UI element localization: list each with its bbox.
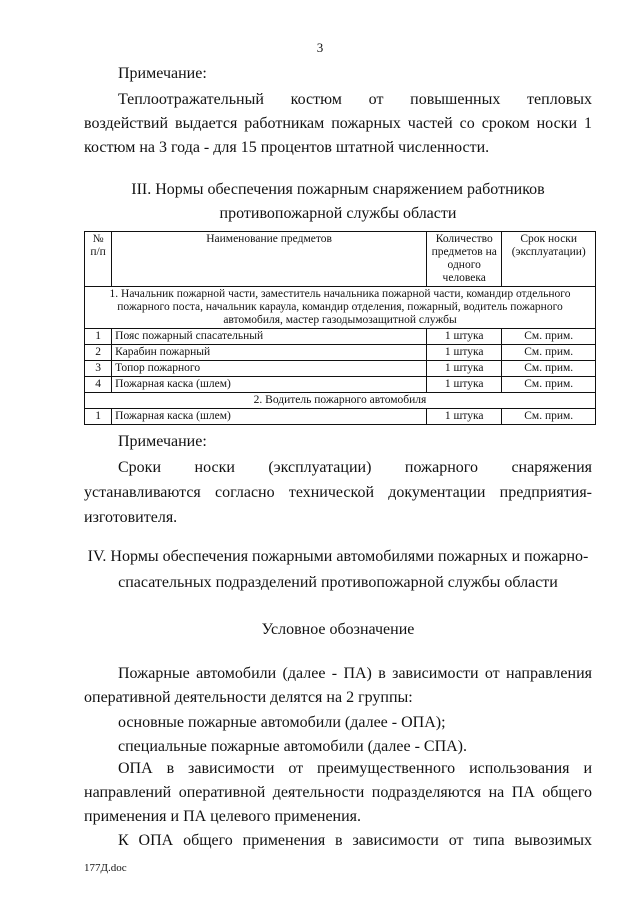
cell-num: 1: [85, 409, 112, 425]
header-name: Наименование предметов: [112, 232, 427, 287]
list-item: специальные пожарные автомобили (далее - СПА).: [118, 738, 468, 755]
cell-name: Пожарная каска (шлем): [112, 409, 427, 425]
note2-line3: изготовителя.: [84, 509, 178, 526]
cell-qty: 1 штука: [427, 361, 502, 377]
table-group-row: [85, 287, 596, 329]
para1-line1: Пожарные автомобили (далее - ПА) в зависимости от направления: [118, 665, 592, 682]
section4-subheading: Условное обозначение: [261, 621, 415, 638]
cell-num: 1: [85, 329, 112, 345]
table-group-row: [85, 393, 596, 409]
cell-num: 2: [85, 345, 112, 361]
cell-term: См. прим.: [502, 329, 596, 345]
table-header-row: [85, 232, 596, 287]
cell-qty: 1 штука: [427, 409, 502, 425]
cell-num: 4: [85, 377, 112, 393]
para2-line2: направлений оперативной деятельности подразделяются на ПА общего: [84, 784, 592, 801]
norms-table: [84, 231, 596, 425]
note2-line2: устанавливаются согласно технической документации предприятия-: [84, 484, 592, 501]
footer-filename: 177Д.doc: [84, 862, 127, 874]
cell-term: См. прим.: [502, 361, 596, 377]
cell-name: Топор пожарного: [112, 361, 427, 377]
para3-line1: К ОПА общего применения в зависимости от типа вывозимых: [118, 832, 592, 849]
cell-term: См. прим.: [502, 409, 596, 425]
para2-line1: ОПА в зависимости от преимущественного использования и: [118, 760, 592, 777]
cell-num: 3: [85, 361, 112, 377]
cell-name: Пояс пожарный спасательный: [112, 329, 427, 345]
section4-heading-line2: спасательных подразделений противопожарной службы области: [118, 574, 558, 591]
table-row: [85, 377, 596, 393]
list-item: основные пожарные автомобили (далее - ОПА);: [118, 714, 446, 731]
table-row: [85, 329, 596, 345]
para2-line3: применения и ПА целевого применения.: [84, 808, 362, 825]
cell-qty: 1 штука: [427, 329, 502, 345]
section4-heading-line1: IV. Нормы обеспечения пожарными автомобилями пожарных и пожарно-: [87, 548, 589, 565]
note2-line1: Сроки носки (эксплуатации) пожарного снаряжения: [118, 459, 592, 476]
group2-label: 2. Водитель пожарного автомобиля: [85, 393, 596, 409]
header-num: № п/п: [85, 232, 112, 287]
cell-term: См. прим.: [502, 345, 596, 361]
cell-name: Пожарная каска (шлем): [112, 377, 427, 393]
header-qty: Количество предметов на одного человека: [427, 232, 502, 287]
note1-line3: костюм на 3 года - для 15 процентов штатной численности.: [84, 139, 490, 156]
page-number: 3: [316, 40, 324, 55]
table-row: [85, 361, 596, 377]
section3-heading-line1: III. Нормы обеспечения пожарным снаряжением работников: [131, 181, 545, 198]
cell-name: Карабин пожарный: [112, 345, 427, 361]
cell-term: См. прим.: [502, 377, 596, 393]
table-row: [85, 409, 596, 425]
note2-title: Примечание:: [118, 433, 207, 450]
section3-heading-line2: противопожарной службы области: [219, 205, 457, 222]
note1-title: Примечание:: [118, 65, 207, 82]
group1-label: 1. Начальник пожарной части, заместитель начальника пожарной части, командир отдельного пожарного поста, начальник караула, командир отделения, пожарный, водитель пожарного автомобиля, мастер газодымозащитной службы: [85, 287, 596, 329]
para1-line2: оперативной деятельности делятся на 2 группы:: [84, 689, 413, 706]
header-term: Срок носки (эксплуатации): [502, 232, 596, 287]
note1-line2: воздействий выдается работникам пожарных частей со сроком носки 1: [84, 115, 592, 132]
table-row: [85, 345, 596, 361]
cell-qty: 1 штука: [427, 377, 502, 393]
note1-line1: Теплоотражательный костюм от повышенных тепловых: [118, 91, 592, 108]
cell-qty: 1 штука: [427, 345, 502, 361]
